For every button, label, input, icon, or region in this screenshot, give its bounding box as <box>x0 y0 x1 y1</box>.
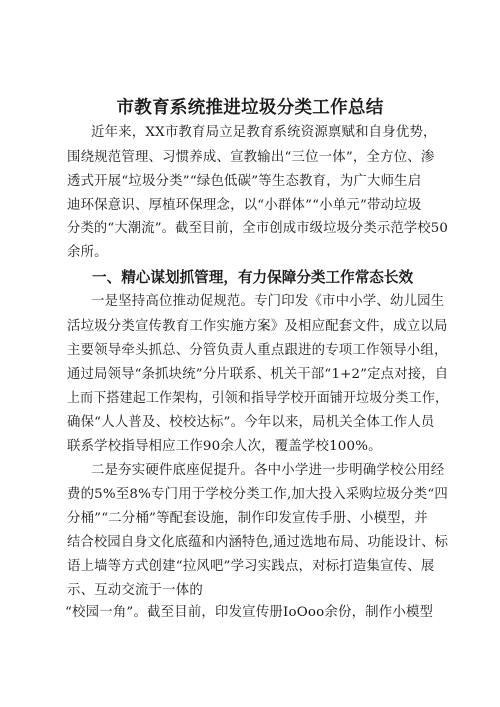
paragraph-line: 二是夯实硬件底座促提升。各中小学进一步明确学校公用经 <box>91 463 445 478</box>
section-heading: 一、精心谋划抓管理，有力保障分类工作常态长效 <box>92 269 414 286</box>
paragraph-line: 主要领导牵头抓总、分管负责人重点跟进的专项工作领导小组， <box>67 343 448 358</box>
paragraph-line: “校园一角”。截至目前，印发宣传册IoOoo余份，制作小模型 <box>65 605 434 620</box>
intro-line: 迪环保意识、厚植环保理念，以“小群体”“小单元”带动垃圾 <box>67 198 422 213</box>
paragraph-line: 确保“人人普及、校校达标”。今年以来，局机关全体工作人员 <box>67 415 435 430</box>
intro-line: 分类的“大潮流”。截至目前，全市创成市级垃圾分类示范学校50 <box>67 221 449 236</box>
paragraph-line: 活垃圾分类宣传教育工作实施方案》及相应配套文件，成立以局 <box>67 319 448 334</box>
paragraph-line: 分桶”“二分桶”等配套设施，制作印发宣传手册、小模型，并 <box>67 511 428 526</box>
paragraph-line: 通过局领导“条抓块统”分片联系、机关干部“1+2”定点对接，自 <box>67 367 449 382</box>
document-title: 市教育系统推进垃圾分类工作总结 <box>116 98 384 118</box>
intro-line: 围绕规范管理、习惯养成、宣教输出“三位一体”，全方位、渗 <box>67 150 435 165</box>
intro-line: 近年来，XX市教育局立足教育系统资源禀赋和自身优势， <box>91 125 437 140</box>
paragraph-line: 语上墙等方式创建“拉风吧”学习实践点，对标打造集宣传、展 <box>67 559 435 574</box>
paragraph-line: 示、互动交流于一体的 <box>67 583 203 598</box>
paragraph-line: 一是坚持高位推动促规范。专门印发《市中小学、幼儿园生 <box>91 294 445 309</box>
paragraph-line: 上而下搭建起工作架构，引领和指导学校开面铺开垃圾分类工作， <box>67 391 449 406</box>
paragraph-line: 联系学校指导相应工作90余人次，覆盖学校100%。 <box>67 439 382 454</box>
paragraph-line: 费的5%至8%专门用于学校分类工作,加大投入采购垃圾分类“四 <box>67 487 448 502</box>
intro-line: 透式开展“垃圾分类”“绿色低碳”等生态教育，为广大师生启 <box>67 174 422 189</box>
paragraph-line: 结合校园自身文化底蕴和内涵特色,通过选地布局、功能设计、标 <box>67 535 449 550</box>
intro-line: 余所。 <box>67 245 108 260</box>
